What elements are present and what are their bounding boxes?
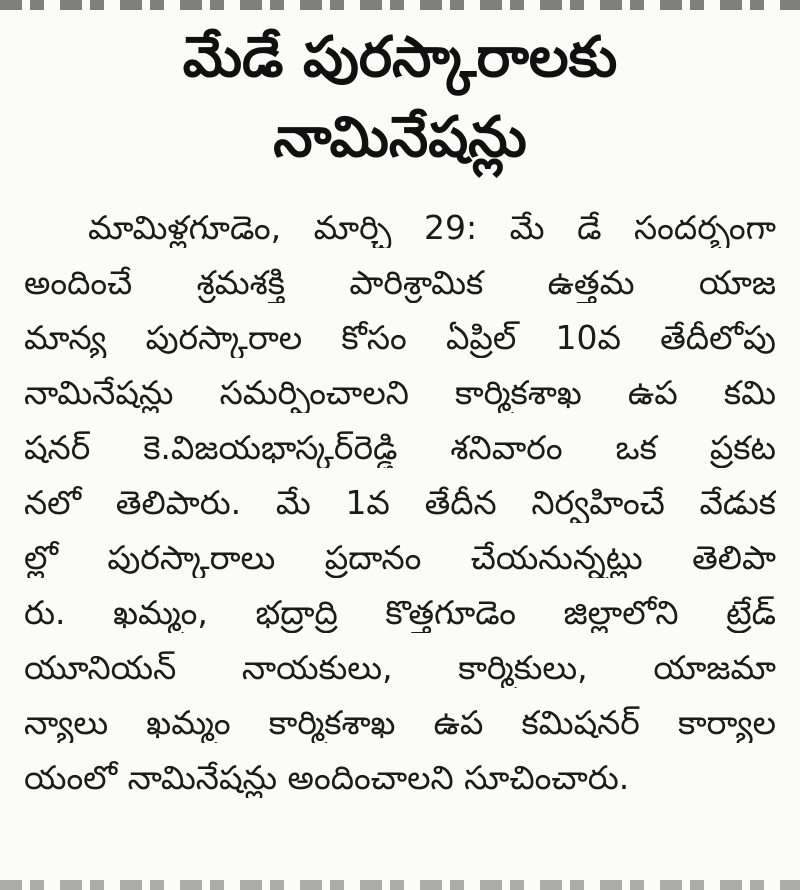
article-body-line-9: యూనియన్ నాయకులు, కార్మికులు, యాజమా (24, 648, 776, 687)
clipped-text-fragment-top (0, 0, 800, 10)
clipped-text-fragment-bottom (0, 880, 800, 890)
headline-line-1: మేడే పురస్కారాలకు (182, 25, 618, 90)
article-body-line-3: మాన్య పురస్కారాల కోసం ఏప్రిల్ 10వ తేదీలోపు (24, 318, 776, 357)
article-body-line-10: న్యాలు ఖమ్మం కార్మికశాఖ ఉప కమిషనర్ కార్యాల (24, 703, 776, 742)
article-body-line-2: అందించే శ్రమశక్తి పారిశ్రామిక ఉత్తమ యాజ (24, 263, 776, 302)
article-body-line-7: ల్లో పురస్కారాలు ప్రదానం చేయనున్నట్లు తెలిపా (24, 538, 776, 577)
article-body-line-1: మామిళ్లగూడెం, మార్చి 29: మే డే సందర్భంగా (88, 208, 776, 247)
article-body-line-8: రు. ఖమ్మం, భద్రాద్రి కొత్తగూడెం జిల్లాలోని ట్రేడ్ (24, 593, 776, 632)
article-body-line-5: షనర్ కె.విజయభాస్కర్‌రెడ్డి శనివారం ఒక ప్రకట (24, 428, 776, 467)
article-body-line-6: నలో తెలిపారు. మే 1వ తేదీన నిర్వహించే వేడుక (24, 483, 776, 522)
article-body-line-4: నామినేషన్లు సమర్పించాలని కార్మికశాఖ ఉప కమి (24, 373, 776, 412)
article-body-line-11: యంలో నామినేషన్లు అందించాలని సూచించారు. (24, 758, 630, 797)
headline-line-2: నామినేషన్లు (273, 105, 527, 170)
